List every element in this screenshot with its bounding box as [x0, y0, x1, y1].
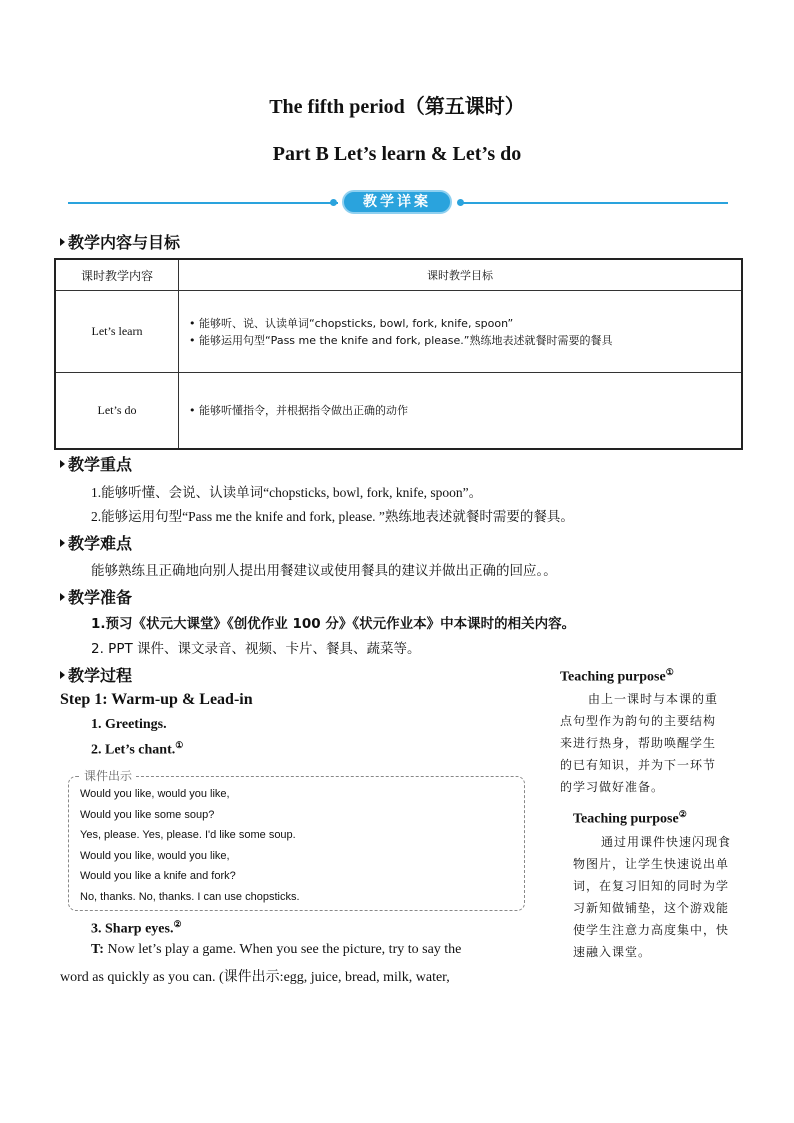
table-cell-goals: • 能够听懂指令，并根据指令做出正确的动作 [179, 373, 743, 449]
sidebar-heading-1: Teaching purpose① [560, 667, 674, 685]
chant-line: Would you like, would you like, [80, 849, 230, 862]
page-title: The fifth period（第五课时） [269, 96, 525, 118]
prep-item-2: 2. PPT 课件、课文录音、视频、卡片、餐具、蔬菜等。 [91, 641, 421, 657]
table-cell-content: Let’s learn [55, 291, 179, 373]
chant-line: No, thanks. No, thanks. I can use chopsticks. [80, 890, 300, 903]
table-header-goals: 课时教学目标 [179, 259, 743, 291]
section-heading-difficulties: 教学难点 [60, 531, 132, 554]
step-item-greetings: 1. Greetings. [91, 717, 167, 732]
chant-line: Yes, please. Yes, please. I'd like some soup. [80, 829, 296, 842]
table-row [55, 373, 742, 449]
key-point-2: 2.能够运用句型“Pass me the knife and fork, please. ”熟练地表述就餐时需要的餐具。 [91, 509, 574, 524]
table-row [55, 291, 742, 373]
section-banner [328, 190, 466, 216]
key-point-1: 1.能够听懂、会说、认读单词“chopsticks, bowl, fork, knife, spoon”。 [91, 485, 483, 500]
sidebar-note-1: 由上一课时与本课的重 点句型作为韵句的主要结构 来进行热身，帮助唤醒学生 的已有知识，并为下一环节 的学习做好准备。 [560, 692, 719, 794]
teacher-line-2: word as quickly as you can. (课件出示:egg, juice, bread, milk, water, [60, 970, 450, 985]
banner-label: 教学详案 [363, 194, 431, 210]
courseware-label: 课件出示 [80, 767, 136, 784]
table-cell-goals: • 能够听、说、认读单词“chopsticks, bowl, fork, knife, spoon” • 能够运用句型“Pass me the knife and fork, please.”熟练地表述就餐时需要的餐具 [179, 291, 743, 373]
difficulty-text: 能够熟练且正确地向别人提出用餐建议或使用餐具的建议并做出正确的回应。。 [91, 563, 557, 579]
banner-line-left [68, 202, 338, 204]
sidebar-note-2: 通过用课件快速闪现食 物图片，让学生快速说出单 词，在复习旧知的同时为学 习新知做铺垫，这个游戏能 使学生注意力高度集中，快 速融入课堂。 [573, 835, 732, 959]
chant-line: Would you like a knife and fork? [80, 870, 236, 883]
chant-lines [80, 784, 300, 908]
page-subtitle: Part B Let’s learn & Let’s do [272, 143, 522, 165]
banner-line-right [458, 202, 728, 204]
teacher-line-1: T: Now let’s play a game. When you see the picture, try to say the [91, 942, 462, 957]
sidebar-heading-2: Teaching purpose② [573, 809, 687, 827]
section-heading-key-points: 教学重点 [60, 452, 132, 475]
prep-item-1: 1.预习《状元大课堂》《创优作业 100 分》《状元作业本》中本课时的相关内容。 [91, 616, 576, 632]
chant-line: Would you like some soup? [80, 808, 215, 821]
step-item-chant: 2. Let’s chant.① [91, 740, 184, 758]
step-item-sharp-eyes: 3. Sharp eyes.② [91, 919, 182, 937]
table-cell-content: Let’s do [55, 373, 179, 449]
section-heading-process: 教学过程 [60, 663, 132, 686]
chant-line: Would you like, would you like, [80, 788, 230, 800]
section-heading-goals: 教学内容与目标 [60, 230, 180, 253]
step-1-heading: Step 1: Warm-up & Lead-in [60, 691, 253, 708]
objectives-table [54, 258, 743, 450]
table-header-content: 课时教学内容 [55, 259, 179, 291]
section-heading-preparation: 教学准备 [60, 585, 132, 608]
